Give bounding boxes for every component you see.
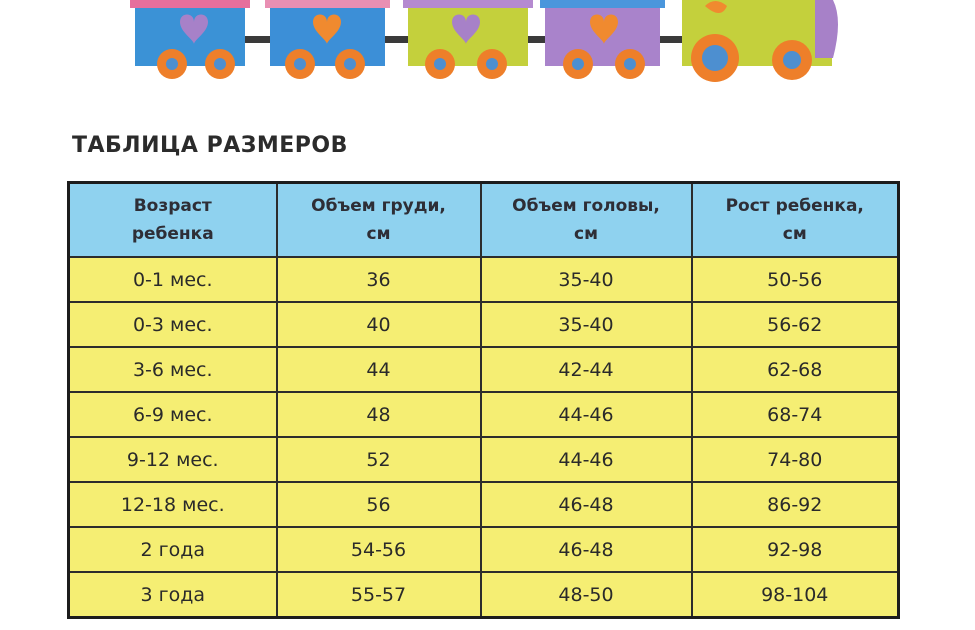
height-cell: 86-92: [692, 482, 899, 527]
age-cell: 0-3 мес.: [69, 302, 277, 347]
age-cell: 9-12 мес.: [69, 437, 277, 482]
page-title: ТАБЛИЦА РАЗМЕРОВ: [72, 133, 348, 158]
height-cell: 62-68: [692, 347, 899, 392]
head-cell: 46-48: [481, 482, 692, 527]
age-cell: 12-18 мес.: [69, 482, 277, 527]
head-cell: 44-46: [481, 437, 692, 482]
height-cell: 56-62: [692, 302, 899, 347]
chest-cell: 52: [277, 437, 481, 482]
chest-cell: 54-56: [277, 527, 481, 572]
column-header-chest: Объем груди, см: [277, 183, 481, 258]
table-row: [69, 257, 899, 302]
table-row: [69, 527, 899, 572]
chest-cell: 56: [277, 482, 481, 527]
train-wagon: [265, 0, 390, 79]
age-cell: 2 года: [69, 527, 277, 572]
train-wagon: [403, 0, 533, 79]
toy-train-illustration: [0, 0, 975, 100]
table-row: [69, 437, 899, 482]
height-cell: 74-80: [692, 437, 899, 482]
height-cell: 50-56: [692, 257, 899, 302]
column-header-height: Рост ребенка, см: [692, 183, 899, 258]
height-cell: 92-98: [692, 527, 899, 572]
head-cell: 35-40: [481, 257, 692, 302]
size-table: [67, 181, 900, 619]
table-header-row: [69, 183, 899, 258]
table-row: [69, 392, 899, 437]
table-row: [69, 572, 899, 618]
chest-cell: 40: [277, 302, 481, 347]
train-wagon: [130, 0, 250, 79]
table-row: [69, 302, 899, 347]
age-cell: 6-9 мес.: [69, 392, 277, 437]
train-wagon: [540, 0, 665, 79]
chest-cell: 44: [277, 347, 481, 392]
train-locomotive: [682, 0, 838, 82]
height-cell: 68-74: [692, 392, 899, 437]
table-row: [69, 482, 899, 527]
column-header-age: Возраст ребенка: [69, 183, 277, 258]
age-cell: 3-6 мес.: [69, 347, 277, 392]
table-row: [69, 347, 899, 392]
head-cell: 46-48: [481, 527, 692, 572]
head-cell: 48-50: [481, 572, 692, 618]
height-cell: 98-104: [692, 572, 899, 618]
chest-cell: 55-57: [277, 572, 481, 618]
chest-cell: 36: [277, 257, 481, 302]
age-cell: 3 года: [69, 572, 277, 618]
head-cell: 44-46: [481, 392, 692, 437]
age-cell: 0-1 мес.: [69, 257, 277, 302]
head-cell: 42-44: [481, 347, 692, 392]
chest-cell: 48: [277, 392, 481, 437]
column-header-head: Объем головы, см: [481, 183, 692, 258]
head-cell: 35-40: [481, 302, 692, 347]
